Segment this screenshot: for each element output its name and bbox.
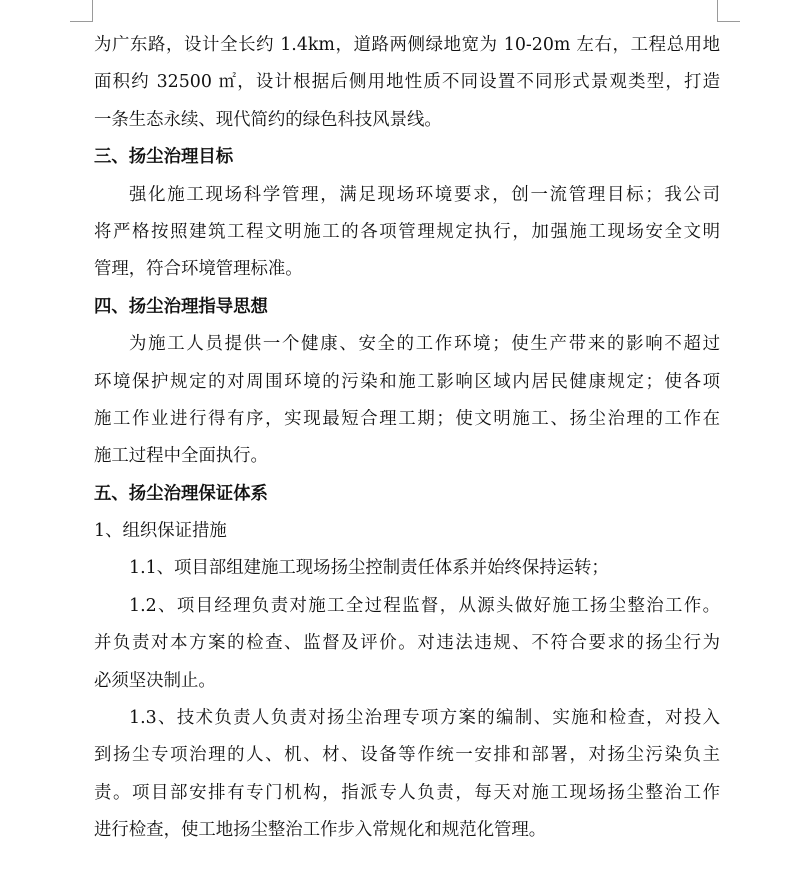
paragraph-line: 责。项目部安排有专门机构，指派专人负责，每天对施工现场扬尘整治工作 xyxy=(94,782,720,803)
paragraph-line: 并负责对本方案的检查、监督及评价。对违法违规、不符合要求的扬尘行为 xyxy=(94,633,720,654)
paragraph-line: 为施工人员提供一个健康、安全的工作环境；使生产带来的影响不超过 xyxy=(129,334,720,355)
paragraph-line: 施工作业进行得有序，实现最短合理工期；使文明施工、扬尘治理的工作在 xyxy=(94,408,720,429)
paragraph-line: 将严格按照建筑工程文明施工的各项管理规定执行，加强施工现场安全文明 xyxy=(94,221,720,242)
paragraph-line: 为广东路，设计全长约 1.4km，道路两侧绿地宽为 10-20m 左右，工程总用地 xyxy=(94,35,720,55)
section-heading-3: 三、扬尘治理目标 xyxy=(94,147,234,168)
list-item-1-2: 1.2、项目经理负责对施工全过程监督，从源头做好施工扬尘整治工作。 xyxy=(129,595,720,616)
paragraph-line: 强化施工现场科学管理，满足现场环境要求，创一流管理目标；我公司 xyxy=(129,184,720,205)
list-item-1-3: 1.3、技术负责人负责对扬尘治理专项方案的编制、实施和检查，对投入 xyxy=(129,708,720,729)
crop-mark-top-right-horizontal xyxy=(717,21,740,22)
crop-mark-top-left-horizontal xyxy=(70,21,93,22)
crop-mark-top-right-vertical xyxy=(717,0,718,22)
paragraph-line: 一条生态永续、现代简约的绿色科技风景线。 xyxy=(94,109,442,130)
section-heading-4: 四、扬尘治理指导思想 xyxy=(94,296,268,317)
paragraph-line: 必须坚决制止。 xyxy=(94,670,216,691)
paragraph-line: 施工过程中全面执行。 xyxy=(94,446,268,467)
list-item-1-1: 1.1、项目部组建施工现场扬尘控制责任体系并始终保持运转； xyxy=(129,558,609,579)
crop-mark-top-left-vertical xyxy=(92,0,93,22)
paragraph-line: 管理，符合环境管理标准。 xyxy=(94,259,303,280)
subsection-heading: 1、组织保证措施 xyxy=(94,521,227,542)
paragraph-line: 进行检查，使工地扬尘整治工作步入常规化和规范化管理。 xyxy=(94,820,547,841)
paragraph-line: 环境保护规定的对周围环境的污染和施工影响区域内居民健康规定；使各项 xyxy=(94,371,720,392)
paragraph-line: 面积约 32500 ㎡，设计根据后侧用地性质不同设置不同形式景观类型，打造 xyxy=(94,72,720,93)
section-heading-5: 五、扬尘治理保证体系 xyxy=(94,483,268,504)
document-body xyxy=(94,27,720,850)
paragraph-line: 到扬尘专项治理的人、机、材、设备等作统一安排和部署，对扬尘污染负主 xyxy=(94,745,720,766)
